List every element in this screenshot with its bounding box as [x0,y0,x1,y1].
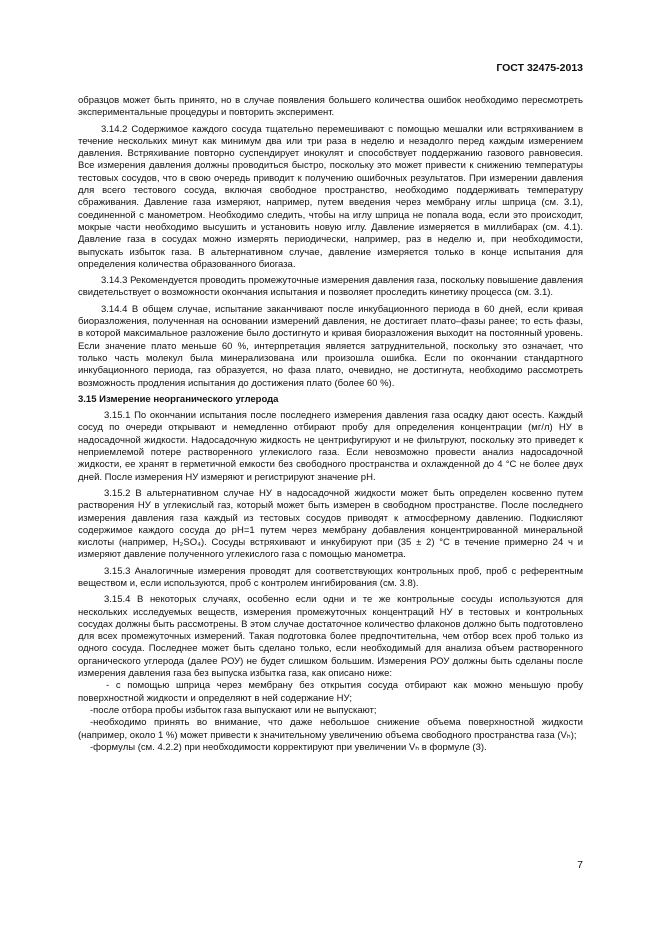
paragraph-3-14-4: 3.14.4 В общем случае, испытание заканчивают после инкубационного периода в 60 дней, если кривая биоразложения, полученная на основании измерений давления, не достигает плато–фазы ранее; то есть фазы, в которой максимальное разложение было достигнуто и кривая биоразложения выходит на постоянный уровень. Если значение плато меньше 60 %, интерпретация является затруднительной, поскольку это означает, что только часть молекул была минерализована или произошла ошибка. Если по окончании стандартного инкубационного периода, газ образуется, но фаза плато, очевидно, не достигнута, необходимо рассмотреть возможность продления испытания до достижения плато (более 60 %). [78,303,583,389]
paragraph-3-15-3: 3.15.3 Аналогичные измерения проводят для соответствующих контрольных проб, проб с референтным веществом и, если используются, проб с контролем ингибирования (см. 3.8). [78,565,583,589]
paragraph-3-15-4: 3.15.4 В некоторых случаях, особенно если одни и те же контрольные сосуды используются для нескольких исследуемых веществ, измерения промежуточных концентраций НУ в тестовых и контрольных сосудах должны быть рассмотрены. В этом случае достаточное количество флаконов должно быть подготовлено для всех промежуточных измерений. Такая подготовка более предпочтительна, чем отбор всех проб только из одного сосуда. Последнее может быть сделано только, если необходимый для анализа объем растворенного органического углерода (далее РОУ) не будет слишком большим. Измерения РОУ должны быть сделаны после измерения давления газа без выпуска избытка газа, как описано ниже: [78,594,583,680]
document-code-header: ГОСТ 32475-2013 [496,62,583,74]
paragraph-continuation: образцов может быть принято, но в случае появления большего количества ошибок необходимо пересмотреть экспериментальные процедуры и повторить эксперимент. [78,95,583,119]
document-body [78,95,583,754]
list-item-formula-correction: -формулы (см. 4.2.2) при необходимости корректируют при увеличении Vₕ в формуле (3). [90,741,487,753]
paragraph-3-14-3: 3.14.3 Рекомендуется проводить промежуточные измерения давления газа, поскольку повышение давления свидетельствует о возможности окончания испытания и позволяет проследить кинетику процесса (см. 3.1). [78,275,583,299]
list-item-volume-note: -необходимо принять во внимание, что даже небольшое снижение объема поверхностной жидкости (например, около 1 %) может привести к значительному увеличению объема свободного пространства газа (Vₕ); [78,717,583,741]
paragraph-3-14-2: 3.14.2 Содержимое каждого сосуда тщательно перемешивают с помощью мешалки или встряхиванием в течение нескольких минут как минимум два или три раза в неделю и незадолго перед каждым измерением давления. Встряхивание повторно суспендирует инокулят и способствует поддержанию газового равновесия. Все измерения давления должны проводиться быстро, поскольку это может привести к снижению температуры тестовых сосудов, что в свою очередь приводит к получению ошибочных результатов. При измерении давления для всего тестового сосуда, включая свободное пространство, необходимо поддерживать температуру сбраживания. Давление газа измеряют, например, путем введения через мембрану иглы шприца (см. 3.1), соединенной с манометром. Необходимо следить, чтобы на иглу шприца не попала вода, если это происходит, мокрые части необходимо высушить и установить новую иглу. Давление измеряется в миллибарах (см. 4.1). Давление газа в сосудах можно измерять периодически, например, раз в неделю и, при необходимости, выпускать избыток газа. В альтернативном случае, давление измеряется только в конце испытания для определения количества образованного биогаза. [78,123,583,270]
paragraph-3-15-2: 3.15.2 В альтернативном случае НУ в надосадочной жидкости может быть определен косвенно путем растворения НУ в углекислый газ, который может быть измерен в свободном пространстве. После последнего измерения давления газа каждый из тестовых сосудов приводят к атмосферному давлению. Подкисляют содержимое каждого сосуда до рН=1 путем через мембрану добавления концентрированной минеральной кислоты (например, H₂SO₄). Сосуды встряхивают и инкубируют при (35 ± 2) °С в течение примерно 24 ч и измеряют давление полученного углекислого газа с помощью манометра. [78,487,583,561]
section-heading-3-15: 3.15 Измерение неорганического углерода [78,393,279,405]
list-item-gas-release: -после отбора пробы избыток газа выпускают или не выпускают; [90,704,377,716]
page-number: 7 [577,859,583,871]
paragraph-3-15-1: 3.15.1 По окончании испытания после последнего измерения давления газа осадку дают осесть. Каждый сосуд по очереди открывают и немедленно отбирают пробу для определения концентрации (мг/л) НУ в надосадочной жидкости. Надосадочную жидкость не центрифугируют и не фильтруют, поскольку это приведет к неприемлемой потере растворенного углекислого газа. Если невозможно провести анализ надосадочной жидкости, ее хранят в герметичной емкости без свободного пространства и охлажденной до 4 °С не более двух дней. После измерения НУ измеряют и регистрируют значение рН. [78,410,583,483]
list-item-syringe: - с помощью шприца через мембрану без открытия сосуда отбирают как можно меньшую пробу поверхностной жидкости и определяют в ней содержание НУ; [78,680,583,704]
